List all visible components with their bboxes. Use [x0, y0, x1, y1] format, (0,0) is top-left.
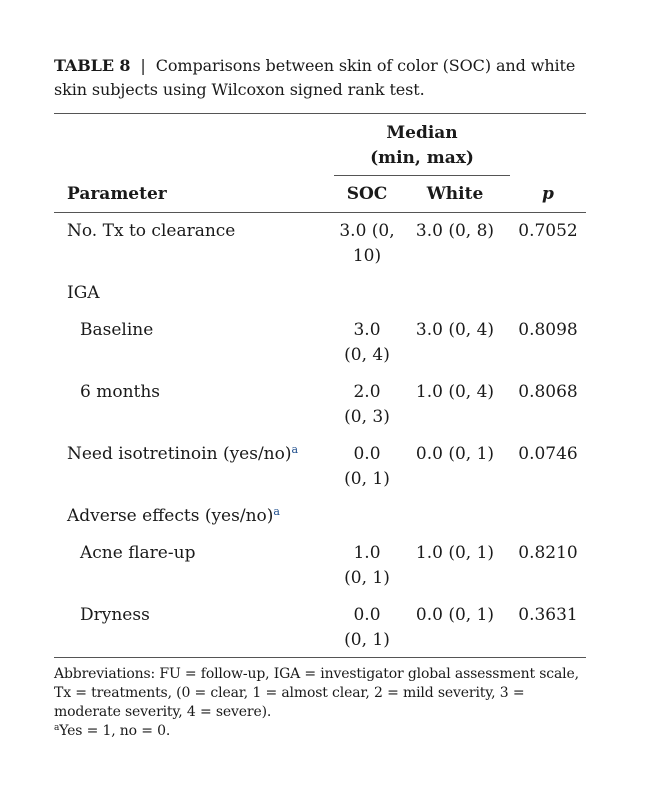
- table-row: [54, 603, 586, 658]
- row-soc: [334, 380, 400, 442]
- row-parameter: No. Tx to clearance: [67, 221, 236, 241]
- soc-range: (0, 4): [344, 345, 390, 365]
- footnote-marker: a: [54, 723, 60, 733]
- table-row: [54, 380, 586, 442]
- row-p: 0.8068: [518, 382, 578, 402]
- row-parameter: [54, 504, 334, 541]
- row-parameter: Baseline: [80, 320, 154, 340]
- row-parameter: Dryness: [54, 603, 334, 658]
- header-p: [510, 176, 586, 213]
- header-spacer: [54, 114, 334, 177]
- row-p: 0.8210: [518, 543, 578, 563]
- soc-value: 2.0: [353, 382, 381, 402]
- yes-no-note: [54, 722, 586, 741]
- header-white: White: [400, 176, 510, 213]
- median-group-header: [334, 114, 510, 177]
- soc-value: 3.0 (0,: [339, 221, 395, 241]
- row-parameter: Acne flare-up: [80, 543, 196, 563]
- row-soc: [334, 442, 400, 504]
- row-parameter-text: Adverse effects (yes/no): [67, 506, 274, 526]
- table-row-group: [54, 281, 586, 318]
- row-soc: [334, 541, 400, 603]
- table-row: [54, 318, 586, 380]
- row-white: 3.0 (0, 8): [415, 221, 495, 241]
- header-spacer-p: [510, 114, 586, 177]
- min-max-label: (min, max): [370, 148, 474, 168]
- row-p: 0.3631: [510, 603, 586, 658]
- row-parameter: IGA: [67, 283, 100, 303]
- soc-range: (0, 1): [344, 568, 390, 588]
- row-p: 0.0746: [518, 444, 578, 464]
- soc-value: 0.0: [353, 605, 381, 625]
- header-parameter: Parameter: [54, 176, 334, 213]
- table-row: [54, 541, 586, 603]
- soc-value: 3.0: [353, 320, 381, 340]
- row-white: 3.0 (0, 4): [415, 320, 495, 340]
- header-soc: SOC: [334, 176, 400, 213]
- header-p-symbol: p: [542, 184, 554, 204]
- row-soc: [334, 213, 400, 282]
- row-p: 0.8098: [518, 320, 578, 340]
- row-parameter: [54, 442, 334, 504]
- yes-no-text: Yes = 1, no = 0.: [59, 723, 171, 739]
- row-white: 0.0 (0, 1): [400, 603, 510, 658]
- footnote-marker: a: [291, 443, 299, 456]
- table-row: [54, 213, 586, 282]
- median-label: Median: [386, 123, 458, 143]
- row-white: 1.0 (0, 4): [415, 382, 495, 402]
- soc-range: (0, 3): [344, 407, 390, 427]
- table-caption: [54, 54, 586, 102]
- abbreviations-note: Abbreviations: FU = follow-up, IGA = investigator global assessment scale, Tx = treatments, (0 = clear, 1 = almost clear, 2 = mild severity, 3 = moderate severity, 4 = severe).: [54, 666, 579, 720]
- caption-text: Comparisons between skin of color (SOC) and white skin subjects using Wilcoxon signed rank test.: [54, 56, 576, 99]
- row-parameter: 6 months: [80, 382, 161, 402]
- soc-value: 0.0: [353, 444, 381, 464]
- row-soc: [334, 603, 400, 658]
- row-p: 0.7052: [518, 221, 578, 241]
- table-row-group: [54, 504, 586, 541]
- soc-range: (0, 1): [344, 469, 390, 489]
- row-white: 0.0 (0, 1): [415, 444, 495, 464]
- table-8-container: [54, 54, 586, 741]
- table-label: TABLE 8: [54, 56, 131, 75]
- footnote-marker: a: [273, 505, 280, 518]
- soc-range: 10): [352, 246, 382, 266]
- row-soc: [334, 318, 400, 380]
- table-footnotes: [54, 665, 586, 741]
- comparison-table: [54, 113, 586, 658]
- soc-value: 1.0: [353, 543, 381, 563]
- caption-separator: |: [140, 56, 146, 75]
- row-white: 1.0 (0, 1): [415, 543, 495, 563]
- soc-range: (0, 1): [344, 630, 390, 650]
- table-row: [54, 442, 586, 504]
- row-parameter-text: Need isotretinoin (yes/no): [67, 444, 292, 464]
